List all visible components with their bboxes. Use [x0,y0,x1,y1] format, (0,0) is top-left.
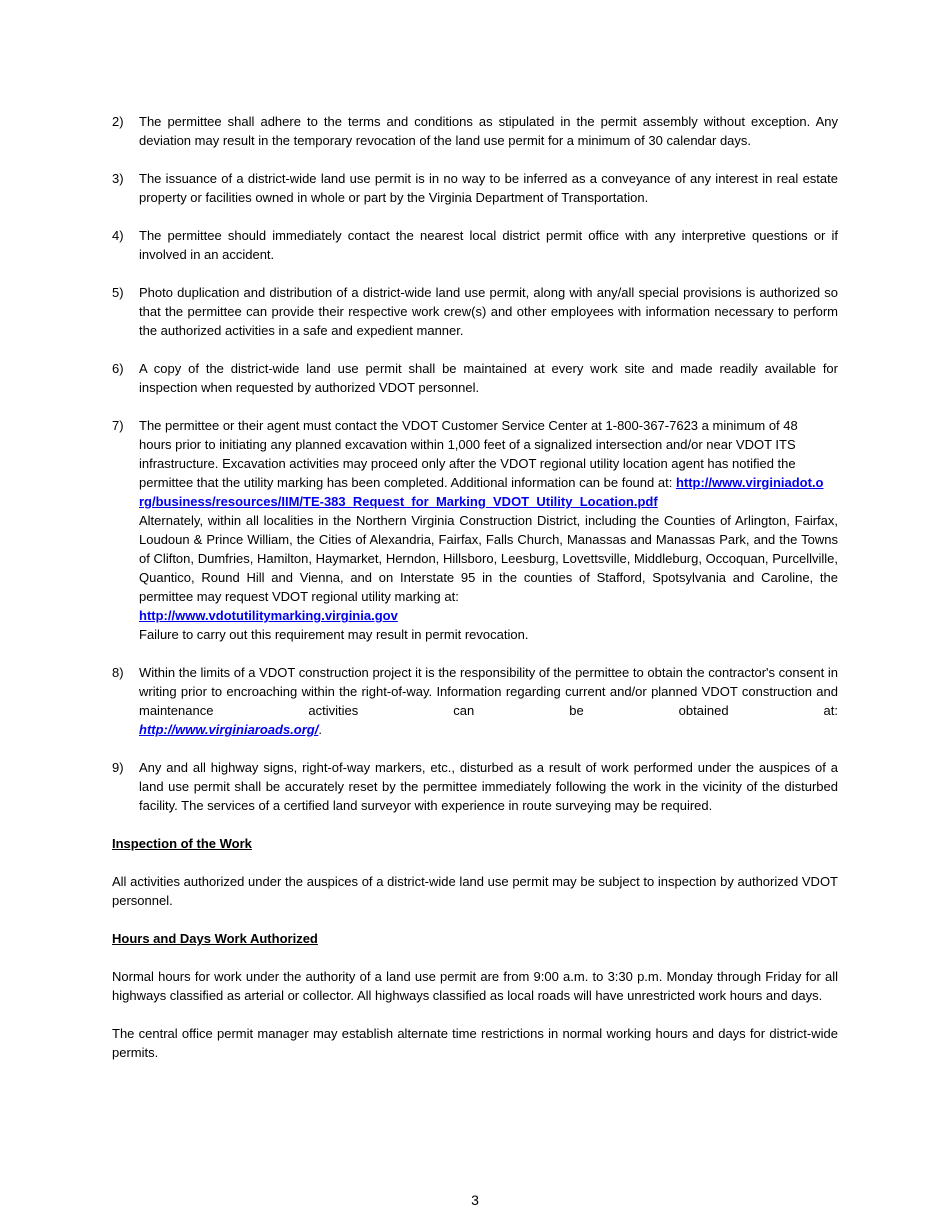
item-number: 3) [112,171,124,186]
item-text: Photo duplication and distribution of a district-wide land use permit, along with any/all special provisions is authorized so that the permittee can provide their respective work crew(s) and other employees with information necessary to perform the authorized activities in a safe and expedient manner. [139,285,838,338]
item-number: 9) [112,760,124,775]
list-item [112,112,838,150]
item-number: 8) [112,665,124,680]
list-item [112,283,838,340]
item-text: Within the limits of a VDOT construction project it is the responsibility of the permittee to obtain the contractor's consent in writing prior to encroaching within the right-of-way. Information regarding current and/or planned VDOT construction and maintenance activities can be obtained at: [139,665,838,718]
list-item-construction [112,663,838,739]
failure-text: Failure to carry out this requirement may result in permit revocation. [139,627,529,642]
item-text-main: The permittee or their agent must contact the VDOT Customer Service Center at 1-800-367-7623 a minimum of 48 hours prior to initiating any planned excavation within 1,000 feet of a signalized intersection and/or near VDOT ITS infrastructure. Excavation activities may proceed only after the VDOT regional utility location agent has notified the permittee that the utility marking has been completed. Additional information can be found at: [139,418,798,490]
item-number: 7) [112,418,124,433]
inspection-paragraph: All activities authorized under the auspices of a district-wide land use permit may be subject to inspection by authorized VDOT personnel. [112,874,838,908]
item-text: The permittee should immediately contact the nearest local district permit office with any interpretive questions or if involved in an accident. [139,228,838,262]
list-item [112,226,838,264]
page-number: 3 [471,1192,479,1208]
item-number: 2) [112,114,124,129]
item-text: The permittee shall adhere to the terms and conditions as stipulated in the permit assembly without exception. Any deviation may result in the temporary revocation of the land use permit for a minimum of 30 calendar days. [139,114,838,148]
hours-paragraph-1: Normal hours for work under the authority of a land use permit are from 9:00 a.m. to 3:30 p.m. Monday through Friday for all highways classified as arterial or collector. All highways classified as local roads will have unrestricted work hours and days. [112,969,838,1003]
item-text: Any and all highway signs, right-of-way markers, etc., disturbed as a result of work performed under the auspices of a land use permit shall be accurately reset by the permittee immediately following the work in the vicinity of the disturbed facility. The services of a certified land surveyor with experience in route surveying may be required. [139,760,838,813]
period: . [318,722,322,737]
list-item [112,169,838,207]
list-item-signs [112,758,838,815]
vdot-utility-marking-link[interactable]: http://www.vdotutilitymarking.virginia.gov [139,608,398,623]
te-383-link[interactable]: http://www.virginiadot.org/business/resources/IIM/TE-383_Request_for_Marking_VDOT_Utility_Location.pdf [139,475,824,509]
item-body [139,663,838,739]
list-item [112,359,838,397]
alternate-text: Alternately, within all localities in the Northern Virginia Construction District, including the Counties of Arlington, Fairfax, Loudoun & Prince William, the Cities of Alexandria, Fairfax, Falls Church, Manassas and Manassas Park, and the Towns of Clifton, Dumfries, Hamilton, Haymarket, Herndon, Hillsboro, Leesburg, Lovettsville, Middleburg, Occoquan, Purcellville, Quantico, Round Hill and Vienna, and on Interstate 95 in the counties of Stafford, Spotsylvania and Caroline, the permittee may request VDOT regional utility marking at: [139,513,838,604]
item-text [139,416,838,511]
hours-paragraph-2: The central office permit manager may establish alternate time restrictions in normal working hours and days for district-wide permits. [112,1026,838,1060]
item-body [139,416,838,644]
inspection-heading: Inspection of the Work [112,836,252,851]
document-page [112,112,838,1081]
virginia-roads-link[interactable]: http://www.virginiaroads.org/ [139,722,319,737]
item-number: 6) [112,361,124,376]
item-text: A copy of the district-wide land use permit shall be maintained at every work site and made readily available for inspection when requested by authorized VDOT personnel. [139,361,838,395]
item-text: The issuance of a district-wide land use permit is in no way to be inferred as a conveyance of any interest in real estate property or facilities owned in whole or part by the Virginia Department of Transportation. [139,171,838,205]
item-number: 5) [112,285,124,300]
item-number: 4) [112,228,124,243]
list-item-utility-marking [112,416,838,644]
hours-heading: Hours and Days Work Authorized [112,931,318,946]
